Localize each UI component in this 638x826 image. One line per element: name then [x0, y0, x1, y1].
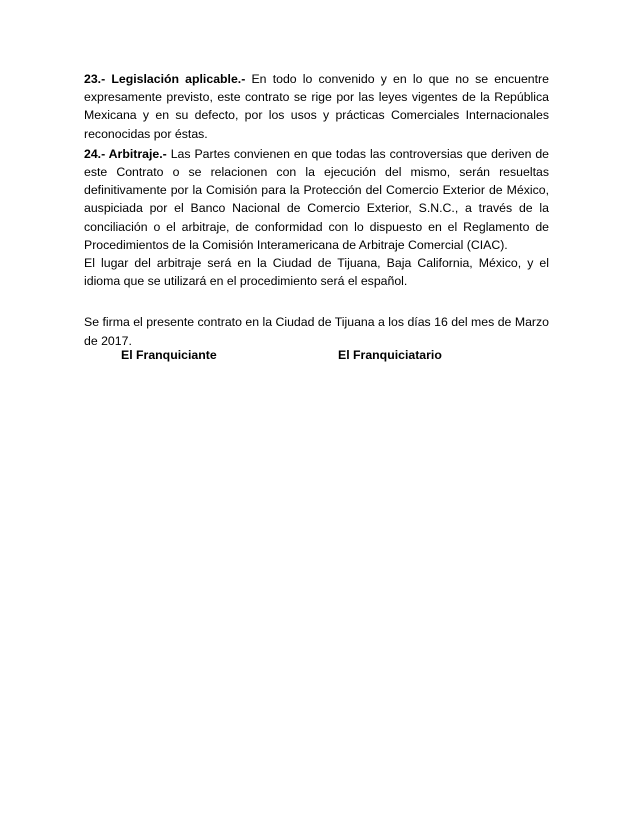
document-body: [84, 70, 549, 350]
signature-franquiciante: El Franquiciante: [121, 348, 217, 362]
signature-franquiciatario: El Franquiciatario: [338, 348, 442, 362]
clause-23-paragraph: [84, 70, 549, 143]
clause-24-text-2: El lugar del arbitraje será en la Ciudad de Tijuana, Baja California, México, y el idioma que se utilizará en el procedimiento será el español.: [84, 256, 549, 289]
clause-23: [84, 70, 549, 143]
clause-24-paragraph-2: [84, 254, 549, 290]
clause-24-paragraph-1: [84, 145, 549, 254]
clause-24-text-1: Las Partes convienen en que todas las controversias que deriven de este Contrato o se relacionen con la ejecución del mismo, serán resueltas definitivamente por la Comisión para la Protección del Comercio Exterior de México, auspiciada por el Banco Nacional de Comercio Exterior, S.N.C., a través de la conciliación o el arbitraje, de conformidad con lo dispuesto en el Reglamento de Procedimientos de la Comisión Interamericana de Arbitraje Comercial (CIAC).: [84, 146, 550, 252]
clause-23-text: En todo lo convenido y en lo que no se encuentre expresamente previsto, este contrato se rige por las leyes vigentes de la República Mexicana y en su defecto, por los usos y prácticas Comerciales Internacionales reconocidas por éstas.: [84, 72, 549, 141]
clause-24: [84, 145, 549, 291]
clause-24-title: 24.- Arbitraje.-: [84, 146, 167, 161]
signing-statement: Se firma el presente contrato en la Ciudad de Tijuana a los días 16 del mes de Marzo de 2017.: [84, 315, 549, 348]
clause-23-title: 23.- Legislación aplicable.-: [84, 72, 246, 86]
